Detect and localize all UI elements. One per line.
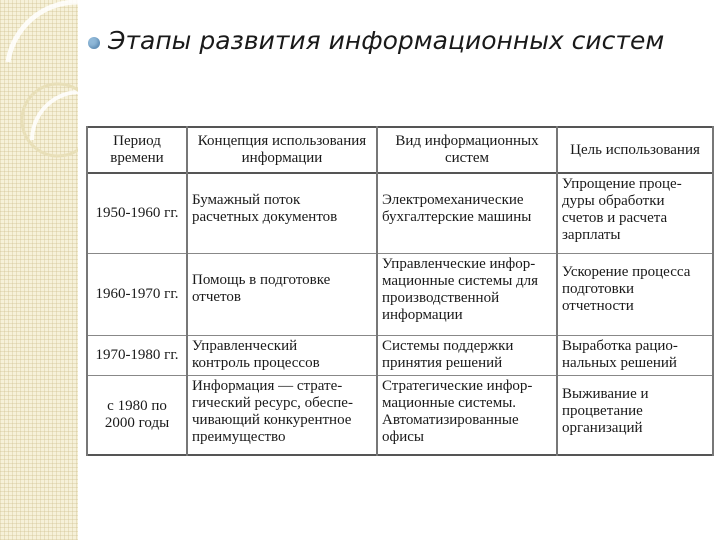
cell-goal: Выработка рацио- нальных решений [557,335,713,375]
cell-goal: Упрощение проце- дуры обработки счетов и расчета зарплаты [557,173,713,253]
stages-table [86,126,714,456]
decorative-swirl [0,0,78,540]
title-block [88,22,688,60]
cell-period: 1970-1980 гг. [87,335,187,375]
cell-period: с 1980 по 2000 годы [87,375,187,455]
header-goal: Цель использования [557,127,713,173]
cell-system-type: Управленческие инфор- мационные системы для производственной информации [377,253,557,335]
cell-period: 1960-1970 гг. [87,253,187,335]
cell-concept: Информация — страте- гический ресурс, обеспе- чивающий конкурентное преимущество [187,375,377,455]
bullet-icon [88,37,100,49]
cell-concept: Бумажный поток расчетных документов [187,173,377,253]
table-row [87,335,713,375]
cell-goal: Ускорение процесса подготовки отчетности [557,253,713,335]
cell-system-type: Стратегические инфор- мационные системы. Автоматизированные офисы [377,375,557,455]
cell-goal: Выживание и процветание организаций [557,375,713,455]
table-row [87,253,713,335]
slide-title: Этапы развития информационных систем [108,26,665,55]
decorative-side-band [0,0,78,540]
header-system-type: Вид информационных систем [377,127,557,173]
table-header-row [87,127,713,173]
header-period: Период времени [87,127,187,173]
header-concept: Концепция использования информации [187,127,377,173]
table-row [87,173,713,253]
cell-system-type: Электромеханические бухгалтерские машины [377,173,557,253]
table-row [87,375,713,455]
cell-period: 1950-1960 гг. [87,173,187,253]
cell-concept: Помощь в подготовке отчетов [187,253,377,335]
cell-system-type: Системы поддержки принятия решений [377,335,557,375]
cell-concept: Управленческий контроль процессов [187,335,377,375]
